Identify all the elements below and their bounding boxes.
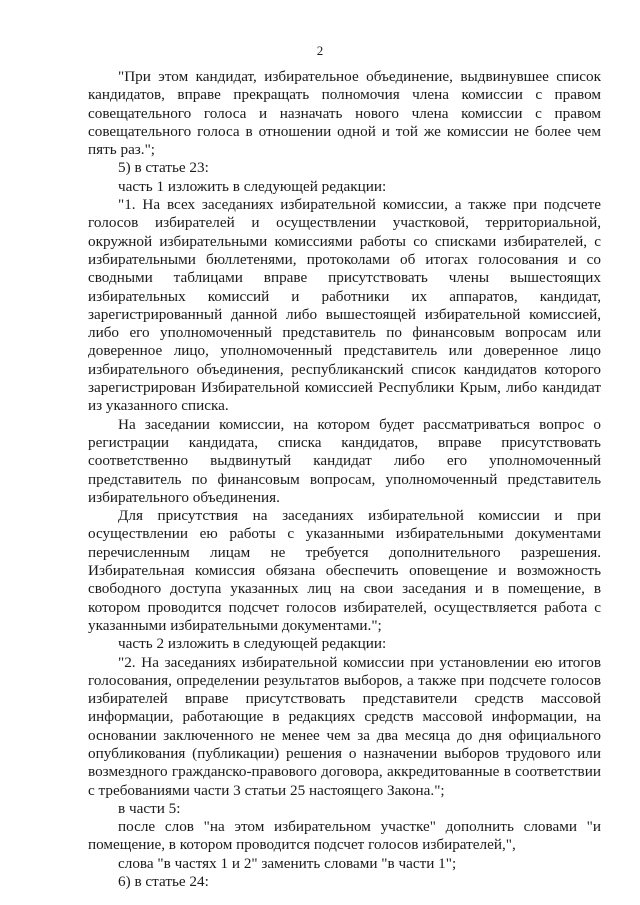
paragraph-part-5-heading: в части 5:: [118, 799, 181, 817]
paragraph-advisory-member-replacement: "При этом кандидат, избирательное объединение, выдвинувшее список кандидатов, вправе прекращать полномочия члена комиссии с правом совещательного голоса и назначать нового члена комиссии с правом совещательного голоса в отношении одной и той же комиссии не более чем пять раз.";: [88, 68, 601, 159]
paragraph-part-5-addition: после слов "на этом избирательном участке" дополнить словами "и помещение, в котором проводится подсчет голосов избирателей,",: [88, 818, 601, 854]
paragraph-article-24-heading: 6) в статье 24:: [118, 873, 209, 891]
paragraph-part-1-text: "1. На всех заседаниях избирательной комиссии, а также при подсчете голосов избирателей и осуществлении участковой, территориальной, окружной избирательными комиссиями работы со списками избирателей, с избирательными бюллетенями, протоколами об итогах голосования и со сводными таблицами вправе присутствовать члены вышестоящих избирательных комиссий и работники их аппаратов, кандидат, зарегистрированный данной либо вышестоящей избирательной комиссией, либо его уполномоченный представитель по финансовым вопросам или доверенное лицо, уполномоченный представитель или доверенное лицо избирательного объединения, республиканский список кандидатов которого зарегистрирован Избирательной комиссией Республики Крым, либо кандидат из указанного списка.: [88, 196, 601, 415]
paragraph-article-23-heading: 5) в статье 23:: [118, 159, 209, 177]
paragraph-access-permission: Для присутствия на заседаниях избирательной комиссии и при осуществлении ею работы с указанными избирательными документами перечисленным лицам не требуется дополнительного разрешения. Избирательная комиссия обязана обеспечить оповещение и возможность свободного доступа указанных лиц на свои заседания и в помещение, в котором проводится подсчет голосов избирателей, осуществляется работа с указанными избирательными документами.";: [88, 507, 601, 634]
paragraph-part-1-intro: часть 1 изложить в следующей редакции:: [118, 177, 387, 195]
document-body: [88, 68, 601, 891]
paragraph-part-2-intro: часть 2 изложить в следующей редакции:: [118, 635, 387, 653]
paragraph-part-2-text: "2. На заседаниях избирательной комиссии при установлении ею итогов голосования, определении результатов выборов, а также при подсчете голосов избирателей вправе присутствовать представители средств массовой информации, работающие в редакциях средств массовой информации, на основании заключенного не менее чем за два месяца до дня официального опубликования (публикации) решения о назначении выборов трудового или возмездного гражданско-правового договора, аккредитованные в соответствии с требованиями части 3 статьи 25 настоящего Закона.";: [88, 653, 601, 799]
page-number: 2: [316, 43, 324, 58]
paragraph-part-5-replacement: слова "в частях 1 и 2" заменить словами "в части 1";: [118, 854, 457, 872]
paragraph-registration-meeting: На заседании комиссии, на котором будет рассматриваться вопрос о регистрации кандидата, списка кандидатов, вправе присутствовать соответственно выдвинутый кандидат либо его уполномоченный представитель по финансовым вопросам, уполномоченный представитель избирательного объединения.: [88, 415, 601, 506]
